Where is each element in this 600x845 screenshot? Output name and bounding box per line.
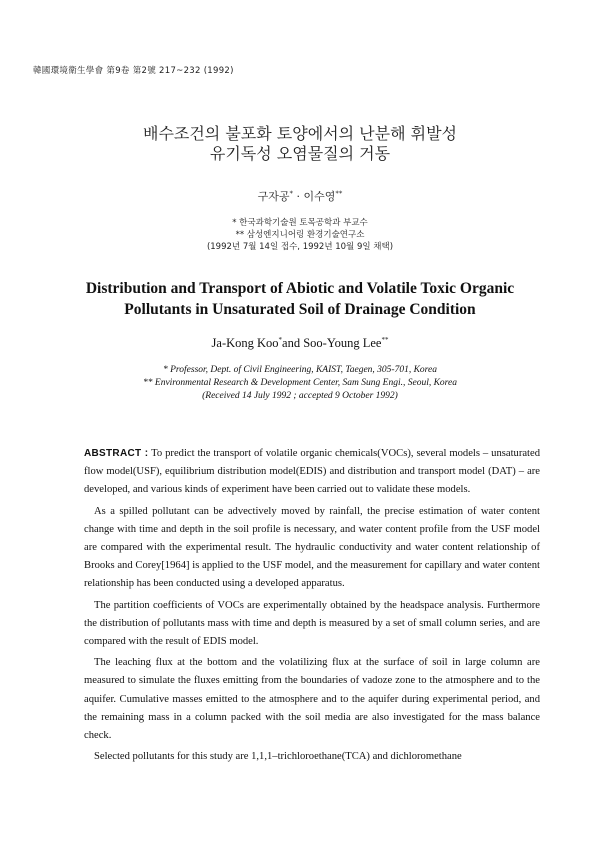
abstract-label: ABSTRACT : xyxy=(84,448,149,459)
english-title xyxy=(40,278,560,320)
abstract-paragraph xyxy=(84,445,540,500)
english-title-line1: Distribution and Transport of Abiotic and Volatile Toxic Organic xyxy=(85,280,515,297)
korean-authors xyxy=(0,188,600,204)
journal-header: 韓國環境衛生學會 第9卷 第2號 217~232 (1992) xyxy=(33,66,234,76)
english-affil2: ** Environmental Research & Development Center, Sam Sung Engi., Seoul, Korea xyxy=(143,378,457,388)
english-author1: Ja-Kong Koo xyxy=(211,336,279,350)
korean-author2: 이수영 xyxy=(303,190,336,203)
abstract-section xyxy=(84,445,540,769)
korean-affil1: * 한국과학기술원 토목공학과 부교수 xyxy=(232,218,368,228)
korean-author1: 구자공 xyxy=(257,190,290,203)
abstract-paragraph: The leaching flux at the bottom and the volatilizing flux at the surface of soil in large column are measured to simulate the fluxes emitting from the boundaries of vadoze zone to the atmosphere and to the aquifer. Cumulative masses emitted to the atmosphere and to the aquifer during experimental period, and the remaining mass in a column packed with the soil media are also investigated for the mass balance check. xyxy=(84,657,540,742)
english-affil1: * Professor, Dept. of Civil Engineering, KAIST, Taegen, 305-701, Korea xyxy=(163,365,437,375)
abstract-paragraph: The partition coefficients of VOCs are experimentally obtained by the headspace analysis. Furthermore the distribution of pollutants mass with time and depth is measured by a set of small column series, and are compared with the result of EDIS model. xyxy=(84,599,540,648)
abstract-paragraph: Selected pollutants for this study are 1,1,1–trichloroethane(TCA) and dichloromethane xyxy=(94,751,462,763)
english-author2-mark: ** xyxy=(381,335,389,344)
english-authors xyxy=(0,336,600,351)
korean-author2-mark: ** xyxy=(335,189,343,198)
english-affiliations xyxy=(0,364,600,403)
abstract-paragraph: As a spilled pollutant can be advectively moved by rainfall, the precise estimation of water content change with time and depth in the soil profile is necessary, and water content profile from the USF model are compared with the experimental result. The hydraulic conductivity and water content relationship of Brooks and Corey[1964] is applied to the USF model, and the measurement for capillary and water content relationship has been conducted using a developed apparatus. xyxy=(84,505,540,590)
korean-received: (1992년 7월 14일 접수, 1992년 10월 9일 채택) xyxy=(206,242,394,252)
korean-affil2: ** 삼성엔지니어링 환경기술연구소 xyxy=(235,230,365,240)
english-received: (Received 14 July 1992 ; accepted 9 October 1992) xyxy=(202,391,398,401)
korean-author-separator: · xyxy=(293,190,304,203)
english-author-joiner: and Soo-Young Lee xyxy=(282,336,382,350)
korean-title-line1: 배수조건의 불포화 토양에서의 난분해 휘발성 xyxy=(142,124,457,143)
abstract-paragraph-text: To predict the transport of volatile organic chemicals(VOCs), several models – unsaturated flow model(USF), equilibrium distribution model(EDIS) and distribution and transport model (DAT) – are developed, and various kinds of experiment have been carried out to validate these models. xyxy=(84,448,540,496)
korean-title xyxy=(0,124,600,164)
english-author1-mark: * xyxy=(278,335,283,344)
korean-author1-mark: * xyxy=(289,189,293,198)
korean-affiliations xyxy=(0,217,600,253)
korean-title-line2: 유기독성 오염물질의 거동 xyxy=(209,144,391,163)
english-title-line2: Pollutants in Unsaturated Soil of Drainage Condition xyxy=(124,301,476,318)
